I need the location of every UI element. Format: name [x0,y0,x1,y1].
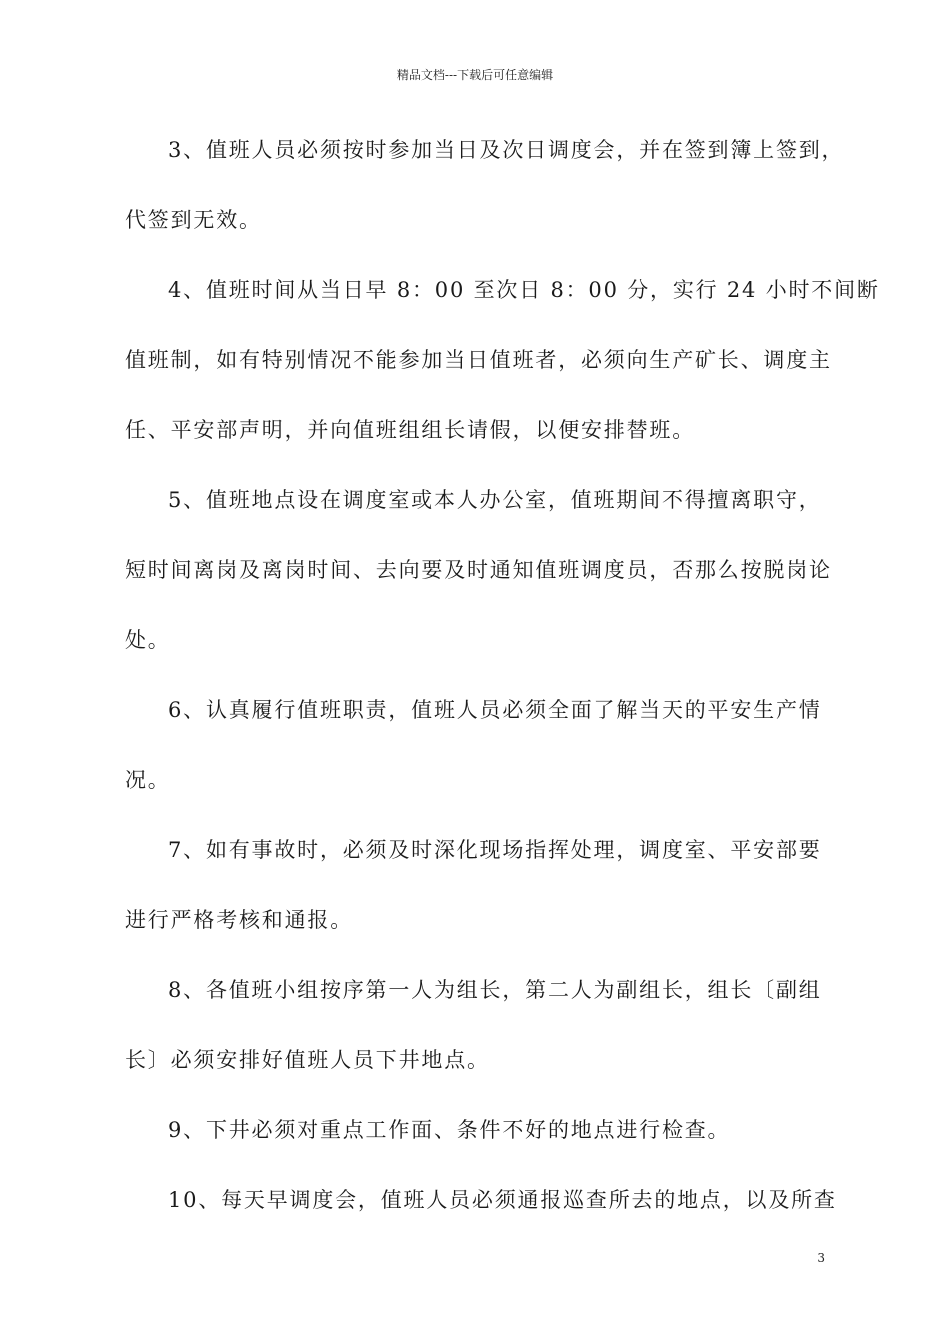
paragraph-10-line-1: 10、每天早调度会，值班人员必须通报巡查所去的地点，以及所查 [168,1188,837,1212]
paragraph-4-line-3: 任、平安部声明，并向值班组组长请假，以便安排替班。 [125,418,695,442]
page-number: 3 [817,1251,825,1265]
paragraph-7-line-1: 7、如有事故时，必须及时深化现场指挥处理，调度室、平安部要 [168,838,822,862]
paragraph-9-line-1: 9、下井必须对重点工作面、条件不好的地点进行检查。 [168,1118,731,1142]
paragraph-6-line-1: 6、认真履行值班职责，值班人员必须全面了解当天的平安生产情 [168,698,822,722]
page-header: 精品文档---下载后可任意编辑 [396,68,554,82]
paragraph-4-line-1: 4、值班时间从当日早 8：00 至次日 8：00 分，实行 24 小时不间断 [168,278,880,302]
paragraph-6-line-2: 况。 [125,768,171,792]
paragraph-8-line-2: 长〕必须安排好值班人员下井地点。 [125,1048,490,1072]
paragraph-8-line-1: 8、各值班小组按序第一人为组长，第二人为副组长，组长〔副组 [168,978,822,1002]
paragraph-3-line-1: 3、值班人员必须按时参加当日及次日调度会，并在签到簿上签到， [168,138,845,162]
paragraph-3-line-2: 代签到无效。 [125,208,262,232]
document-body [125,126,880,1246]
paragraph-5-line-2: 短时间离岗及离岗时间、去向要及时通知值班调度员，否那么按脱岗论 [125,558,832,582]
paragraph-5-line-3: 处。 [125,628,171,652]
paragraph-7-line-2: 进行严格考核和通报。 [125,908,353,932]
paragraph-4-line-2: 值班制，如有特别情况不能参加当日值班者，必须向生产矿长、调度主 [125,348,832,372]
paragraph-5-line-1: 5、值班地点设在调度室或本人办公室，值班期间不得擅离职守， [168,488,822,512]
